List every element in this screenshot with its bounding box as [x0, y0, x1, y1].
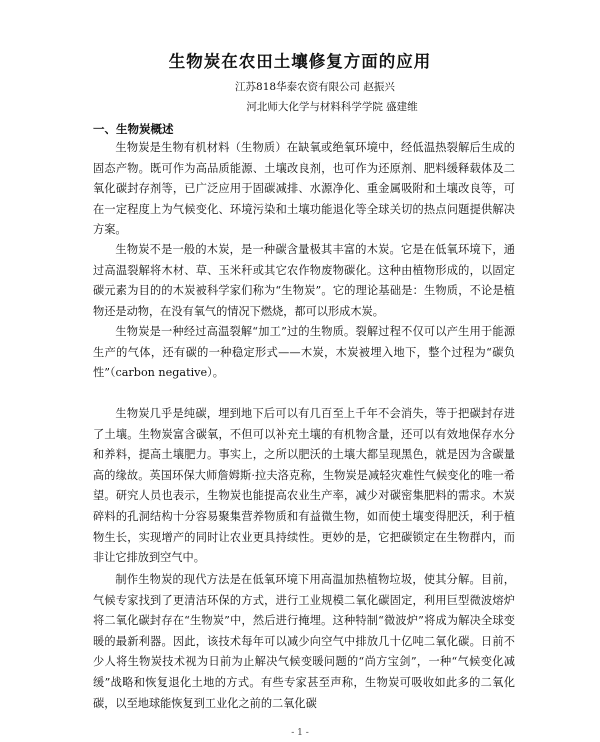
paragraph: 生物炭不是一般的木炭，是一种碳含量极其丰富的木炭。它是在低氧环境下，通过高温裂解将木材、草、玉米秆或其它农作物废物碳化。这种由植物形成的，以固定碳元素为目的的木炭被科学家们称为“生物炭”。它的理论基础是：生物质，不论是植物还是动物，在没有氧气的情况下燃烧，都可以形成木炭。 [93, 243, 515, 318]
document-title: 生物炭在农田土壤修复方面的应用 [168, 52, 432, 71]
paragraph: 制作生物炭的现代方法是在低氧环境下用高温加热植物垃圾，使其分解。目前，气候专家找到了更清洁环保的方式，进行工业规模二氧化碳固定，利用巨型微波熔炉将二氧化碳封存在“生物炭”中，然后进行掩埋。这种特制“微波炉”将成为解决全球变暖的最新利器。因此，该技术每年可以减少向空气中排放几十亿吨二氧化碳。日前不少人将生物炭技术视为日前为止解决气候变暖问题的“尚方宝剑”，一种“气候变化减缓”战略和恢复退化土地的方式。有些专家甚至声称，生物炭可吸收如此多的二氧化碳，以至地球能恢复到工业化之前的二氧化碳 [93, 573, 515, 710]
author-line-2: 河北师大化学与材料科学学院 盛建维 [246, 101, 418, 113]
paragraph: 生物炭是一种经过高温裂解“加工”过的生物质。裂解过程不仅可以产生用于能源生产的气体，还有碳的一种稳定形式——木炭，木炭被埋入地下，整个过程为“碳负性”（carbon negative）。 [93, 325, 515, 380]
page-number: - 1 - [291, 728, 309, 738]
section-heading: 一、生物炭概述 [93, 122, 174, 136]
author-line-1: 江苏818华泰农资有限公司 赵振兴 [235, 81, 395, 93]
paragraph: 生物炭是生物有机材料（生物质）在缺氧或绝氧环境中，经低温热裂解后生成的固态产物。既可作为高品质能源、土壤改良剂，也可作为还原剂、肥料缓释载体及二氧化碳封存剂等，已广泛应用于固碳减排、水源净化、重金属吸附和土壤改良等，可在一定程度上为气候变化、环境污染和土壤功能退化等全球关切的热点问题提供解决方案。 [93, 141, 515, 237]
paragraph: 生物炭几乎是纯碳，埋到地下后可以有几百至上千年不会消失，等于把碳封存进了土壤。生物炭富含碳氧，不但可以补充土壤的有机物含量，还可以有效地保存水分和养料，提高土壤肥力。事实上，之所以肥沃的土壤大都呈现黑色，就是因为含碳量高的缘故。英国环保大师詹姆斯·拉夫洛克称，生物炭是减轻灾难性气候变化的唯一希望。研究人员也表示，生物炭也能提高农业生产率，减少对碳密集肥料的需求。木炭碎料的孔洞结构十分容易聚集营养物质和有益微生物，如而使土壤变得肥沃，利于植物生长，实现增产的同时让农业更具持续性。更妙的是，它把碳锁定在生物群内，而非让它排放到空气中。 [93, 407, 515, 565]
